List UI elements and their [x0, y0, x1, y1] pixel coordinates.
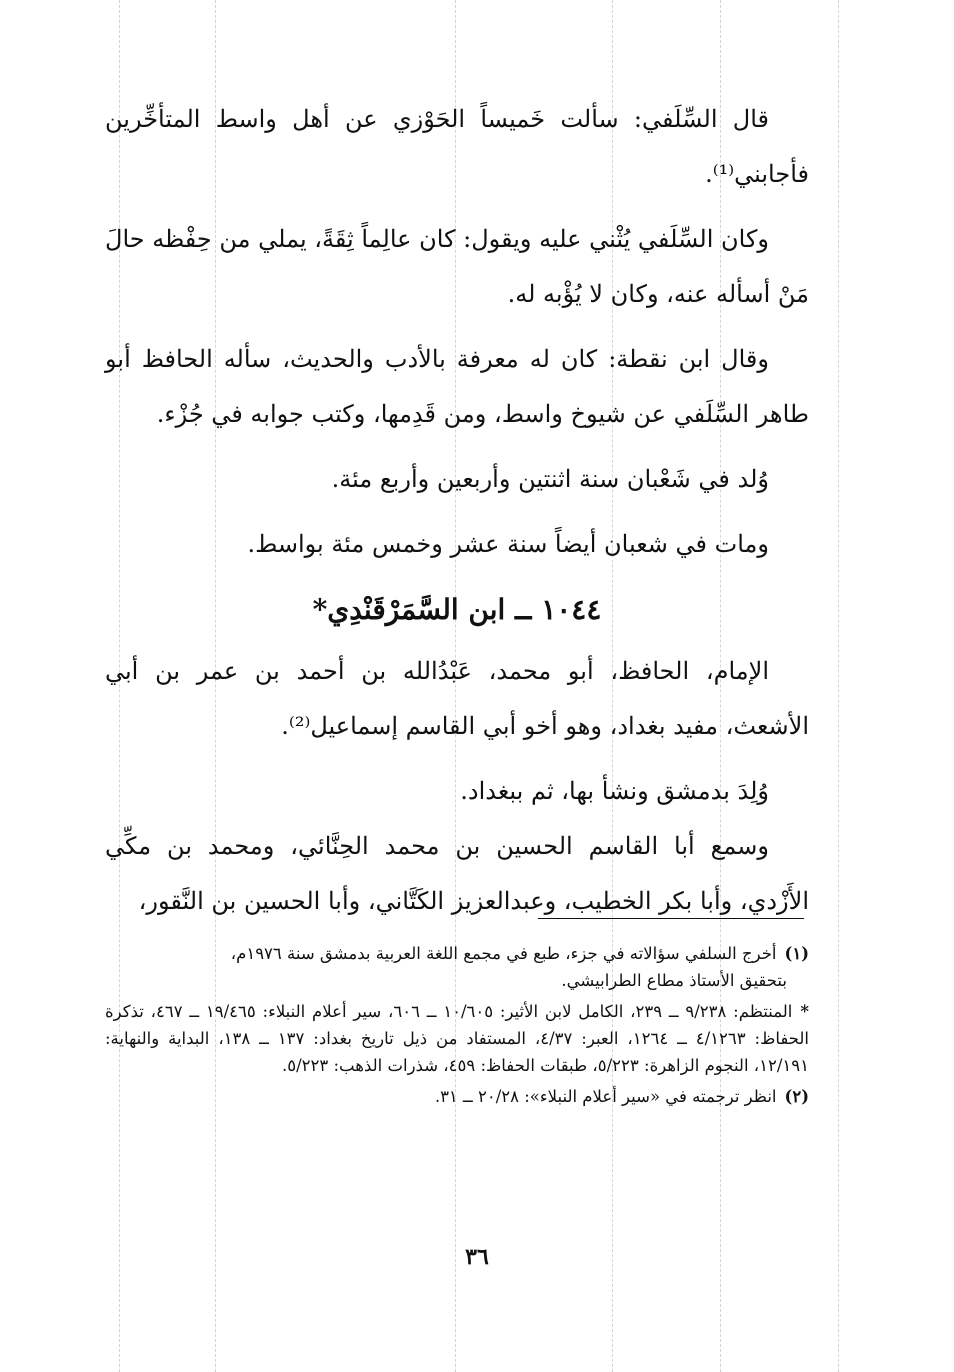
paragraph: وسمع أبا القاسم الحسين بن محمد الحِنَّائي، ومحمد بن مكِّي الأَزْدي، وأبا بكر الخطيب، وعبدالعزيز الكَتَّاني، وأبا الحسين بن النَّقور،	[105, 832, 809, 915]
footnote-continuation: بتحقيق الأستاذ مطاع الطرابيشي.	[561, 971, 787, 990]
footnote-star	[105, 998, 809, 1079]
entry-heading: ١٠٤٤ ــ ابن السَّمَرْقَنْدِي*	[312, 593, 602, 626]
footnote-2	[105, 1083, 809, 1110]
page-number: ٣٦	[465, 1244, 489, 1270]
footnote-text: أخرج السلفي سؤالاته في جزء، طبع في مجمع اللغة العربية بدمشق سنة ١٩٧٦م،	[230, 944, 777, 963]
guide-line	[838, 0, 839, 1372]
paragraph: وكان السِّلَفي يُثْني عليه ويقول: كان عالِماً ثِقَةً، يملي من حِفْظه حالَ مَنْ أسأله عنه، وكان لا يُؤْبه له.	[105, 225, 809, 308]
paragraph: وُلد في شَعْبان سنة اثنتين وأربعين وأربع مئة.	[331, 465, 769, 493]
paragraph: وقال ابن نقطة: كان له معرفة بالأدب والحديث، سأله الحافظ أبو طاهر السِّلَفي عن شيوخ واسط، ومن قَدِمها، وكتب جوابه في جُزْء.	[105, 345, 809, 428]
paragraph: قال السِّلَفي: سألت خَميساً الحَوْزي عن أهل واسط المتأخِّرين فأجابني⁽¹⁾.	[105, 105, 809, 188]
paragraph: ومات في شعبان أيضاً سنة عشر وخمس مئة بواسط.	[247, 530, 769, 558]
paragraph: وُلِدَ بدمشق ونشأ بها، ثم ببغداد.	[460, 777, 769, 805]
footnote-marker: *	[800, 1002, 809, 1021]
footnote-marker: (٢)	[784, 1087, 809, 1106]
footnote-marker: (١)	[784, 944, 809, 963]
main-text	[105, 92, 809, 939]
footnote-text: انظر ترجمته في «سير أعلام النبلاء»: ٢٠/٢٨ ــ ٣١.	[434, 1087, 777, 1106]
footnote-text: المنتظم: ٩/٢٣٨ ــ ٢٣٩، الكامل لابن الأثير: ١٠/٦٠٥ ــ ٦٠٦، سير أعلام النبلاء: ١٩/٤٦٥ ــ ٤٦٧، تذكرة الحفاظ: ٤/١٢٦٣ ــ ١٢٦٤، العبر: ٤/٣٧، المستفاد من ذيل تاريخ بغداد: ١٣٧ ــ ١٣٨، البداية والنهاية: ١٢/١٩١، النجوم الزاهرة: ٥/٢٢٣، طبقات الحفاظ: ٤٥٩، شذرات الذهب: ٥/٢٢٣.	[105, 1002, 810, 1075]
footnotes	[105, 940, 809, 1114]
footnote-1	[105, 940, 809, 994]
paragraph: الإمام، الحافظ، أبو محمد، عَبْدُالله بن أحمد بن عمر بن أبي الأشعث، مفيد بغداد، وهو أخو أبي القاسم إسماعيل⁽²⁾.	[105, 657, 809, 740]
footnote-separator	[538, 918, 804, 919]
